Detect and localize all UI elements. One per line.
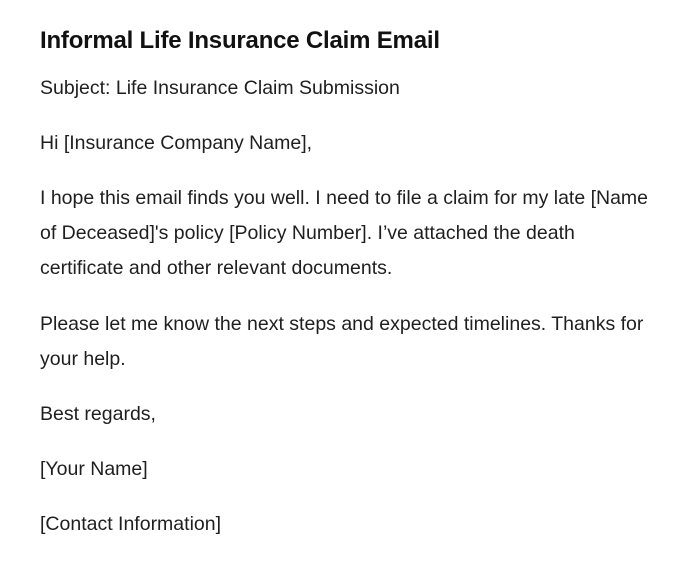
email-sender-name: [Your Name]: [40, 458, 148, 480]
document-title: Informal Life Insurance Claim Email: [40, 27, 440, 54]
email-subject-line: Subject: Life Insurance Claim Submission: [40, 77, 400, 99]
email-body-paragraph-2: Please let me know the next steps and expected timelines. Thanks for your help.: [40, 313, 644, 370]
email-closing: Best regards,: [40, 403, 156, 425]
email-greeting: Hi [Insurance Company Name],: [40, 132, 313, 154]
email-body-paragraph-1: I hope this email finds you well. I need to file a claim for my late [Name of Deceased]'s policy [Policy Number]. I’ve attached the death certificate and other relevant documents.: [40, 187, 649, 279]
email-template-document: [40, 22, 650, 542]
email-contact-information: [Contact Information]: [40, 513, 222, 535]
